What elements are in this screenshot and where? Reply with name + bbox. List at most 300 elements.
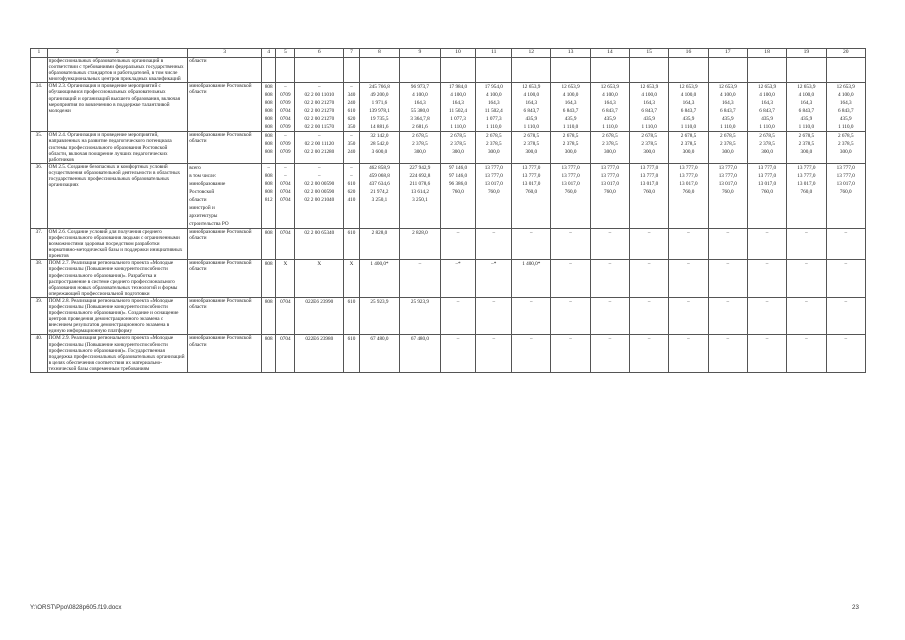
value-line: 2 678,5 — [523, 133, 540, 140]
executor-line: Ростовской — [189, 188, 215, 195]
value-line: – — [647, 336, 651, 343]
value-cell — [440, 228, 476, 259]
value-line: 1 110,0 — [562, 124, 579, 131]
value-cell — [400, 297, 440, 335]
row-number-cell: 34. — [31, 83, 48, 132]
value-line: – — [284, 164, 287, 171]
value-line: 610 — [347, 108, 356, 115]
measure-name-cell: профессиональных образовательных организаций в соответствии с требованиями федеральных государственных образовательных стандартов и работодателей, в том числе многофункциональных центров прикладных квалификаций — [47, 58, 188, 83]
value-line: – — [284, 172, 287, 179]
executor-cell: минобразование Ростовской области — [188, 260, 262, 298]
value-line: 164,3 — [564, 100, 577, 107]
value-line: 02 2 00 21270 — [304, 108, 335, 115]
value-line: – — [687, 261, 690, 268]
value-line: 1 971,6 — [371, 100, 388, 107]
value-line: 300,0 — [800, 149, 813, 156]
value-line: 2 678,5 — [680, 133, 697, 140]
value-line: 13 777,0 — [836, 172, 855, 179]
value-line: – — [569, 336, 572, 343]
value-line: 55 380,0 — [410, 108, 429, 115]
value-line: 760,0 — [487, 188, 500, 195]
value-cell — [590, 132, 629, 163]
value-line: – — [284, 133, 287, 140]
value-line: 1 077,3 — [450, 116, 466, 123]
header-cell: 13 — [551, 49, 590, 58]
value-cell — [359, 335, 399, 373]
value-line: 3 600,0 — [371, 149, 388, 156]
value-line: – — [805, 298, 808, 305]
value-line: 610 — [347, 336, 356, 343]
value-line — [710, 196, 746, 204]
value-cell — [590, 228, 629, 259]
value-cell — [669, 260, 708, 298]
value-line: 13 777,0 — [797, 172, 816, 179]
value-line: 6 843,7 — [602, 108, 618, 115]
header-cell: 5 — [276, 49, 295, 58]
value-line: –* — [491, 261, 497, 268]
header-cell: 7 — [344, 49, 359, 58]
value-cell — [344, 260, 359, 298]
value-line: 6 843,7 — [523, 108, 540, 115]
value-line: 13 017,0 — [484, 180, 503, 187]
value-line: 410 — [347, 196, 356, 203]
value-line: 13 777,0 — [640, 164, 659, 171]
value-line: 808 — [264, 180, 273, 187]
value-cell — [400, 132, 440, 163]
value-line: 0709 — [280, 100, 291, 107]
value-line: 808 — [264, 188, 273, 195]
value-line: 022Е6 23980 — [305, 336, 334, 343]
value-cell — [262, 228, 276, 259]
value-line: 300,0 — [839, 149, 852, 156]
value-line: – — [267, 164, 270, 171]
value-line: – — [765, 336, 769, 343]
value-cell — [359, 58, 399, 83]
value-cell — [400, 228, 440, 259]
value-line: 2 378,5 — [412, 141, 428, 148]
value-line: 02 2 00 21040 — [304, 196, 335, 203]
value-line: 0709 — [280, 124, 291, 131]
value-line: 4 100,0 — [798, 92, 815, 99]
value-line: 13 777,0 — [757, 164, 777, 171]
value-line: – — [844, 229, 848, 236]
value-line: – — [647, 261, 651, 268]
value-line: 808 — [264, 141, 273, 148]
value-line: 17 954,0 — [484, 84, 503, 91]
executor-line: всего — [189, 164, 201, 171]
value-line: 2 678,5 — [602, 133, 618, 140]
value-line: 164,3 — [414, 100, 426, 107]
measure-name-cell: ОМ 2.3. Организация и проведение мероприятий с обучающимися профессиональных образовательных организаций и организаций высшего образования, включая мероприятия по вовлечению в поддержке талантливой молодежи — [47, 83, 188, 132]
value-cell — [344, 335, 359, 373]
value-line: – — [726, 336, 730, 343]
value-line: 300,0 — [643, 149, 656, 156]
value-line: – — [492, 298, 496, 305]
value-line: 340 — [347, 92, 356, 99]
value-cell — [826, 163, 865, 228]
value-line: 13 017,0 — [836, 180, 855, 187]
value-cell — [787, 163, 826, 228]
value-line: 12 653,9 — [561, 84, 580, 91]
header-cell: 1 — [31, 49, 48, 58]
value-line: 32 142,0 — [370, 133, 389, 140]
value-line: X — [349, 261, 354, 268]
value-line: – — [318, 172, 321, 179]
header-cell: 9 — [400, 49, 440, 58]
value-cell — [512, 83, 551, 132]
value-cell — [359, 83, 399, 132]
value-cell — [295, 83, 344, 132]
value-line: – — [608, 229, 612, 236]
value-line: 240 — [347, 100, 356, 107]
header-cell: 8 — [359, 49, 399, 58]
header-cell: 2 — [47, 49, 188, 58]
value-line: 02 2 00 11010 — [304, 92, 335, 99]
value-line: 2 378,5 — [562, 141, 579, 148]
value-cell — [708, 335, 747, 373]
value-line — [552, 196, 588, 204]
value-line: – — [529, 229, 533, 236]
budget-table — [30, 48, 866, 373]
value-line: 459 068,8 — [369, 172, 390, 179]
value-cell — [262, 58, 276, 83]
value-cell — [276, 260, 295, 298]
value-cell — [747, 163, 786, 228]
value-line: 13 777,0 — [561, 164, 580, 171]
header-cell: 15 — [630, 49, 669, 58]
value-cell — [630, 297, 669, 335]
value-line: 02 2 00 21280 — [304, 149, 335, 156]
value-line: 164,3 — [643, 100, 656, 107]
value-cell — [262, 335, 276, 373]
value-line: 0709 — [280, 92, 291, 99]
value-cell — [276, 83, 295, 132]
value-cell — [630, 58, 669, 83]
value-line: 12 653,9 — [797, 84, 816, 91]
value-cell — [440, 297, 476, 335]
executor-line: минобразование — [189, 180, 226, 187]
value-line: 164,3 — [487, 100, 500, 107]
value-cell — [551, 58, 590, 83]
value-line: 6 843,7 — [759, 108, 775, 115]
value-cell — [669, 228, 708, 259]
measure-name-cell: ПОМ 2.8. Реализация регионального проекта «Молодые профессионалы (Повышение конкурентоспособности профессионального образования)». Создание и оснащение центров проведения демонстрационного экзамена с внесением результатов демонстрационного экзамена в единую информационную платформу — [47, 297, 188, 335]
value-line: 164,3 — [525, 100, 538, 107]
value-line: – — [456, 336, 460, 343]
value-line: – — [608, 298, 612, 305]
value-cell — [440, 58, 476, 83]
value-line — [828, 196, 864, 204]
value-line: 13 777,0 — [484, 164, 503, 171]
value-line — [631, 196, 667, 204]
value-line: 4 100,0 — [562, 92, 579, 99]
value-cell — [476, 260, 512, 298]
value-cell — [787, 132, 826, 163]
value-cell — [669, 163, 708, 228]
value-line: 227 942,9 — [409, 164, 431, 171]
value-cell — [440, 132, 476, 163]
value-cell — [512, 132, 551, 163]
value-cell — [400, 335, 440, 373]
value-line: 808 — [264, 261, 273, 268]
value-cell — [344, 163, 359, 228]
value-line: 12 653,9 — [757, 84, 777, 91]
value-line: – — [726, 229, 730, 236]
value-line: 67 480,0 — [370, 336, 389, 343]
value-cell — [276, 297, 295, 335]
value-line: 2 681,6 — [412, 124, 428, 131]
executor-line: архитектуры — [189, 212, 218, 219]
value-cell — [276, 163, 295, 228]
value-line: 435,9 — [761, 116, 773, 123]
value-line: 02 2 00 11570 — [304, 124, 335, 131]
value-line: 2 678,5 — [798, 133, 815, 140]
value-line: 437 634,6 — [369, 180, 390, 187]
value-line: 2 678,5 — [759, 133, 775, 140]
executor-cell: минобразование Ростовской области — [188, 297, 262, 335]
value-line: 245 766,8 — [369, 84, 390, 91]
value-cell — [669, 297, 708, 335]
value-line: – — [844, 336, 848, 343]
value-line: 2 678,5 — [485, 133, 502, 140]
value-cell — [787, 260, 826, 298]
row-number-cell: 36. — [31, 163, 48, 228]
executor-cell: минобразование Ростовской области — [188, 132, 262, 163]
value-cell — [551, 132, 590, 163]
value-line: 13 777,0 — [757, 172, 777, 179]
header-cell: 20 — [826, 49, 865, 58]
value-line: 4 100,0 — [412, 92, 428, 99]
value-line: 13 017,0 — [561, 180, 580, 187]
value-cell — [787, 58, 826, 83]
value-cell — [669, 335, 708, 373]
executor-cell: минобразование Ростовской области — [188, 228, 262, 259]
value-line: 808 — [264, 84, 273, 91]
value-line: 2 678,5 — [719, 133, 736, 140]
value-line: 2 378,5 — [523, 141, 540, 148]
value-line: –* — [455, 261, 461, 268]
page-number: 23 — [852, 604, 859, 611]
value-cell — [262, 260, 276, 298]
value-line: – — [805, 229, 808, 236]
value-cell — [359, 163, 399, 228]
value-line: 1 110,0 — [720, 124, 736, 131]
value-cell — [787, 335, 826, 373]
value-line: 12 653,9 — [522, 84, 541, 91]
value-line: 435,9 — [721, 116, 734, 123]
value-cell — [276, 58, 295, 83]
value-line: 2 678,5 — [412, 133, 428, 140]
value-line: 4 100,0 — [719, 92, 736, 99]
value-line: 13 777,0 — [484, 172, 503, 179]
value-line: 96 386,0 — [448, 180, 468, 187]
table-row — [31, 228, 866, 259]
value-cell — [344, 297, 359, 335]
value-cell — [476, 132, 512, 163]
value-line: 6 843,7 — [562, 108, 579, 115]
value-cell — [476, 228, 512, 259]
value-line: 2 828,0 — [371, 229, 388, 236]
value-line: – — [350, 164, 353, 171]
value-line: – — [726, 261, 730, 268]
value-line: 164,3 — [761, 100, 773, 107]
value-line: 13 017,0 — [600, 180, 619, 187]
value-line: – — [687, 229, 690, 236]
value-line: 300,0 — [487, 149, 500, 156]
value-line: 13 777,0 — [718, 164, 737, 171]
value-line: X — [317, 261, 322, 268]
value-line: 300,0 — [761, 149, 773, 156]
value-line: 67 480,0 — [410, 336, 429, 343]
value-line: 760,0 — [761, 188, 773, 195]
value-line: 211 078,6 — [409, 180, 431, 187]
value-line: – — [608, 336, 612, 343]
value-line: 1 110,0 — [680, 124, 697, 131]
value-line: 12 653,9 — [640, 84, 659, 91]
measure-name-cell: ОМ 2.4. Организация и проведение мероприятий, направленных на развитие педагогического потенциала системы профессионального образования Ростовской области, включая поощрение лучших педагогических работников — [47, 132, 188, 163]
value-cell — [262, 163, 276, 228]
header-cell: 6 — [295, 49, 344, 58]
footer-file-path: Y:\ORST\Ppo\0828p605.f19.docx — [30, 604, 122, 611]
value-cell — [440, 163, 476, 228]
value-line: 25 923,9 — [410, 298, 429, 305]
value-line — [592, 196, 628, 204]
value-line: – — [492, 229, 496, 236]
value-line: – — [456, 298, 460, 305]
header-cell: 12 — [512, 49, 551, 58]
value-line: – — [492, 336, 496, 343]
value-line: 13 017,0 — [640, 180, 659, 187]
value-line: 3 364,7,8 — [410, 116, 430, 123]
value-line: – — [647, 298, 651, 305]
value-line: – — [805, 336, 808, 343]
value-cell — [590, 83, 629, 132]
value-line: 808 — [264, 124, 273, 131]
value-line: 620 — [347, 188, 356, 195]
value-line: 760,0 — [839, 188, 852, 195]
value-cell — [590, 297, 629, 335]
value-cell — [359, 297, 399, 335]
value-line: 13 777,0 — [679, 172, 698, 179]
value-line: 808 — [264, 92, 273, 99]
value-line: 6 843,7 — [837, 108, 854, 115]
value-cell — [630, 83, 669, 132]
value-line: 4 100,0 — [759, 92, 775, 99]
table-row — [31, 335, 866, 373]
value-line: – — [647, 229, 651, 236]
value-cell — [512, 163, 551, 228]
value-line: 02 2 00 21270 — [304, 116, 335, 123]
value-line: – — [726, 298, 730, 305]
value-cell — [551, 260, 590, 298]
value-line: 13 017,0 — [718, 180, 737, 187]
value-cell — [400, 83, 440, 132]
value-line: 1 110,0 — [759, 124, 775, 131]
value-line: 808 — [264, 116, 273, 123]
value-line — [477, 196, 510, 204]
header-cell: 17 — [708, 49, 747, 58]
value-line: 435,9 — [800, 116, 813, 123]
value-cell — [551, 83, 590, 132]
value-cell — [476, 58, 512, 83]
value-line — [442, 196, 475, 204]
value-line: 1 110,0 — [838, 124, 854, 131]
value-line: 350 — [347, 124, 356, 131]
value-line: 808 — [264, 172, 273, 179]
header-cell: 14 — [590, 49, 629, 58]
measure-name-cell: ОМ 2.6. Создание условий для получения среднего профессионального образования людьми с ограниченными возможностями здоровья посредством разработки нормативно-методической базы и поддержки инициативных проектов — [47, 228, 188, 259]
budget-table-sheet — [30, 48, 866, 373]
value-line: 6 843,7 — [641, 108, 657, 115]
value-line: 610 — [347, 229, 356, 236]
value-line: – — [844, 261, 848, 268]
value-line: X — [283, 261, 288, 268]
value-cell — [276, 335, 295, 373]
value-line: 808 — [264, 298, 273, 305]
executor-cell — [188, 163, 262, 228]
value-line: – — [805, 261, 808, 268]
value-cell — [476, 335, 512, 373]
value-cell — [747, 132, 786, 163]
value-cell — [787, 228, 826, 259]
value-line: 300,0 — [721, 149, 734, 156]
row-number-cell: 40. — [31, 335, 48, 373]
measure-name-cell: ОМ 2.5. Создание безопасных и комфортных условий осуществления образовательной деятельности в областных государственных профессиональных образовательных организациях — [47, 163, 188, 228]
value-line: – — [529, 298, 533, 305]
value-line: – — [687, 298, 690, 305]
value-line: 97 146,0 — [448, 164, 468, 171]
value-line: 11 502,4 — [449, 108, 468, 115]
value-line: 760,0 — [643, 188, 656, 195]
value-line: – — [844, 298, 848, 305]
value-cell — [276, 132, 295, 163]
header-cell: 4 — [262, 49, 276, 58]
value-line: 13 017,0 — [797, 180, 816, 187]
value-cell — [590, 335, 629, 373]
value-cell — [787, 297, 826, 335]
value-line: – — [608, 261, 612, 268]
value-line: 13 614,2 — [410, 188, 429, 195]
value-line: 808 — [264, 336, 273, 343]
value-line: 13 017,0 — [679, 180, 698, 187]
value-cell — [359, 260, 399, 298]
value-line: 02 2 00 11120 — [304, 141, 335, 148]
value-line: 0704 — [280, 336, 291, 343]
row-number-cell — [31, 58, 48, 83]
value-cell — [708, 297, 747, 335]
value-line: 6 843,7 — [719, 108, 736, 115]
value-cell — [400, 163, 440, 228]
value-cell — [630, 335, 669, 373]
value-line: 300,0 — [682, 149, 695, 156]
value-cell — [708, 163, 747, 228]
header-cell: 3 — [188, 49, 262, 58]
value-line: 0709 — [280, 141, 291, 148]
value-line: 13 017,0 — [757, 180, 777, 187]
value-line — [513, 196, 549, 204]
value-line: – — [569, 261, 572, 268]
value-line: 812 — [264, 196, 273, 203]
row-number-cell: 35. — [31, 132, 48, 163]
value-cell — [359, 132, 399, 163]
value-line: 435,9 — [604, 116, 616, 123]
executor-line: строительства РО — [189, 220, 229, 227]
value-cell — [295, 228, 344, 259]
value-line: 14 881,6 — [370, 124, 389, 131]
value-line: 6 843,7 — [680, 108, 697, 115]
value-line: 25 923,9 — [370, 298, 389, 305]
value-line: 808 — [264, 108, 273, 115]
